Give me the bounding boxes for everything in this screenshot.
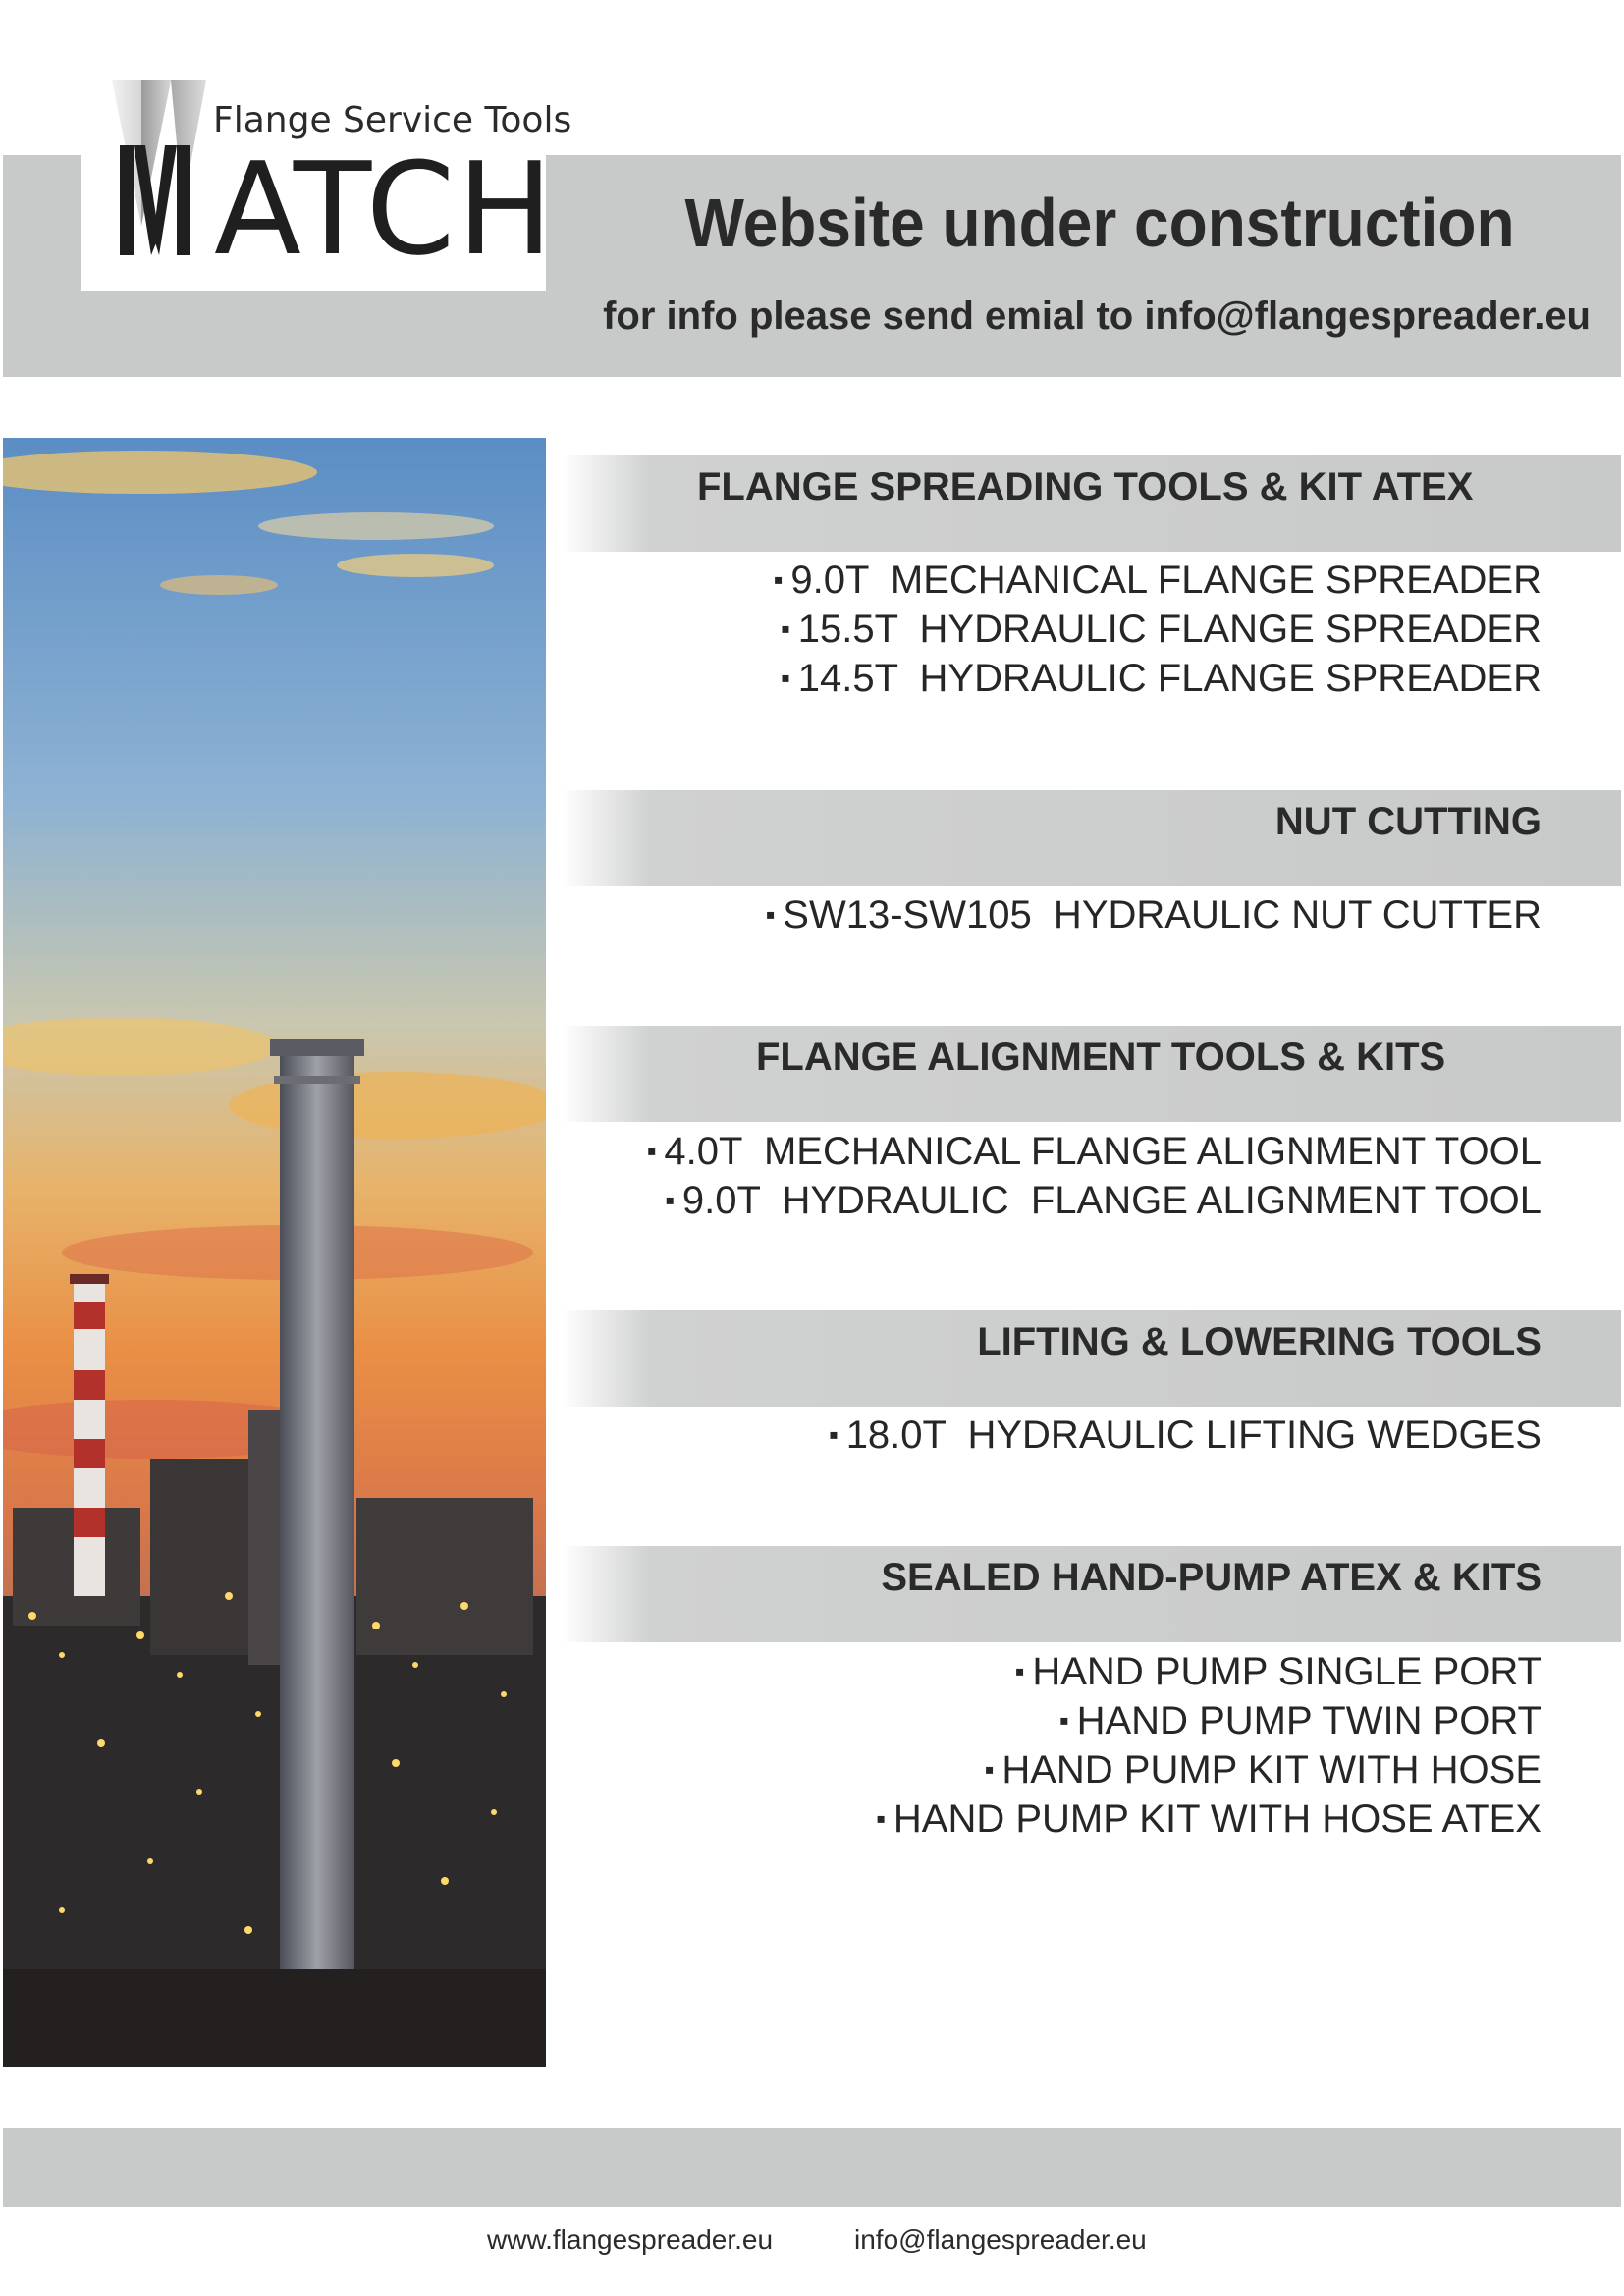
refinery-at-sunset-image <box>3 438 546 2067</box>
logo-wordmark: ATCH <box>214 134 556 284</box>
list-item: ▪ 15.5T HYDRAULIC FLANGE SPREADER <box>774 605 1542 654</box>
list-item: ▪ 9.0T HYDRAULIC FLANGE ALIGNMENT TOOL <box>647 1176 1542 1225</box>
section-title-flange-alignment: FLANGE ALIGNMENT TOOLS & KITS <box>756 1036 1446 1079</box>
list-item: ▪ 18.0T HYDRAULIC LIFTING WEDGES <box>829 1411 1542 1460</box>
list-item: ▪ SW13-SW105 HYDRAULIC NUT CUTTER <box>766 890 1542 939</box>
section-title-flange-spreading: FLANGE SPREADING TOOLS & KIT ATEX <box>697 465 1474 508</box>
list-item: ▪ HAND PUMP TWIN PORT <box>876 1696 1542 1745</box>
list-hand-pump <box>876 1647 1542 1843</box>
list-flange-alignment <box>647 1127 1542 1225</box>
footer-website-link[interactable]: www.flangespreader.eu <box>487 2224 774 2255</box>
footer-email-link[interactable]: info@flangespreader.eu <box>854 2224 1147 2255</box>
list-item: ▪ 4.0T MECHANICAL FLANGE ALIGNMENT TOOL <box>647 1127 1542 1176</box>
list-item: ▪ 14.5T HYDRAULIC FLANGE SPREADER <box>774 654 1542 703</box>
section-title-lifting: LIFTING & LOWERING TOOLS <box>977 1320 1542 1363</box>
logo-tagline: Flange Service Tools <box>213 100 572 140</box>
list-item: ▪ HAND PUMP SINGLE PORT <box>876 1647 1542 1696</box>
section-title-nut-cutting: NUT CUTTING <box>1274 800 1542 843</box>
logo <box>81 29 572 291</box>
list-item: ▪ 9.0T MECHANICAL FLANGE SPREADER <box>774 556 1542 605</box>
footer-band <box>3 2128 1621 2207</box>
list-flange-spreading <box>774 556 1542 703</box>
page-headline: Website under construction <box>684 185 1515 261</box>
list-item: ▪ HAND PUMP KIT WITH HOSE <box>876 1745 1542 1794</box>
contact-subline: for info please send emial to info@flangespreader.eu <box>603 294 1591 338</box>
list-item: ▪ HAND PUMP KIT WITH HOSE ATEX <box>876 1794 1542 1843</box>
list-lifting <box>829 1411 1542 1460</box>
section-title-hand-pump: SEALED HAND-PUMP ATEX & KITS <box>881 1556 1542 1599</box>
list-nut-cutting <box>766 890 1542 939</box>
